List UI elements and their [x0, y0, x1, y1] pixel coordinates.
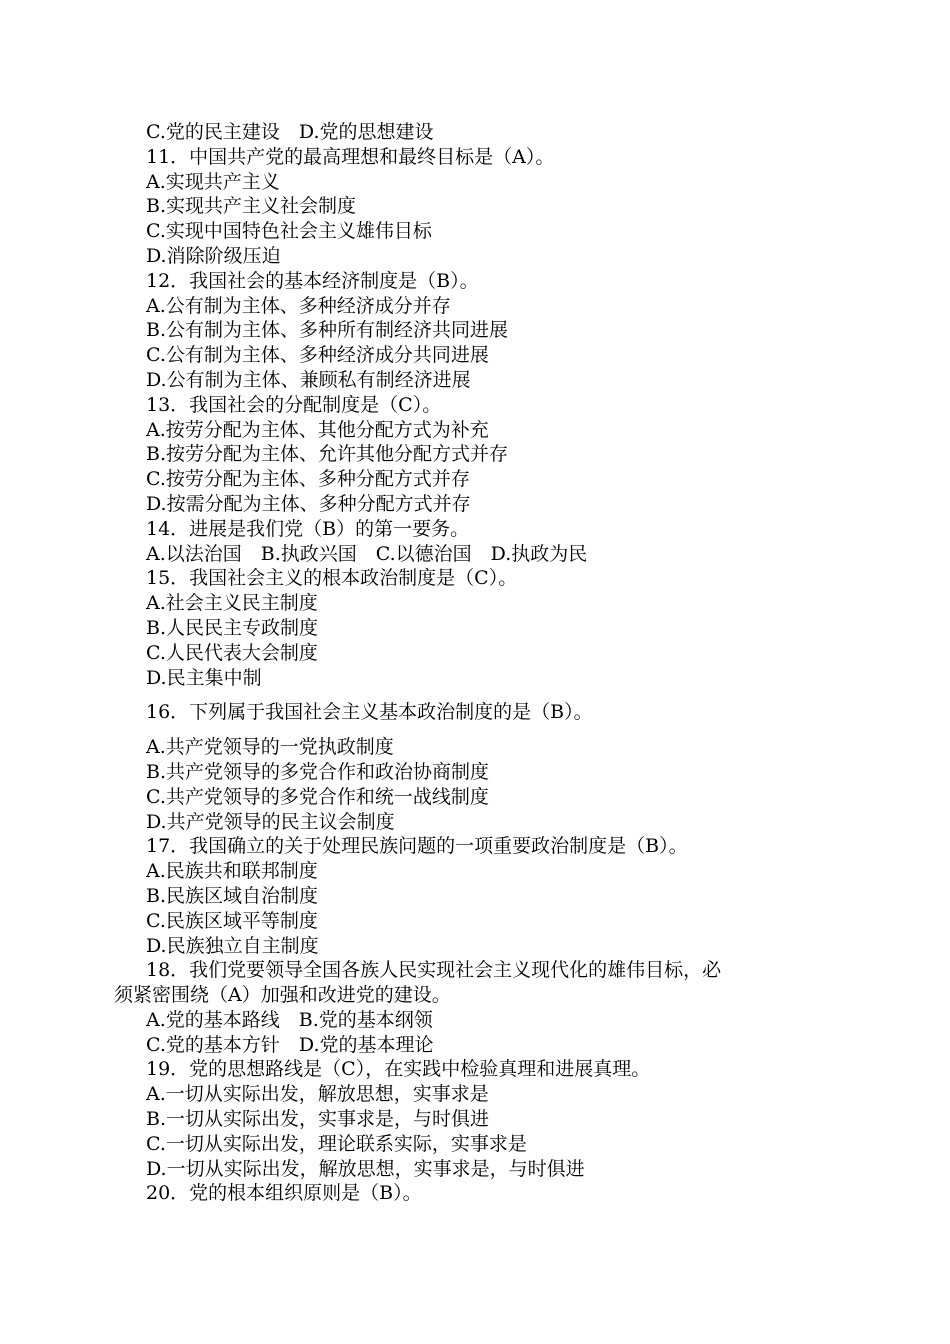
question-12: 12．我国社会的基本经济制度是（B）。	[146, 269, 479, 292]
option-line: C.民族区域平等制度	[146, 909, 318, 932]
question-13: 13．我国社会的分配制度是（C）。	[146, 393, 442, 416]
option-line: D.一切从实际出发，解放思想，实事求是，与时俱进	[146, 1157, 585, 1180]
option-line: D.公有制为主体、兼顾私有制经济进展	[146, 368, 471, 391]
option-line: B.实现共产主义社会制度	[146, 195, 357, 218]
option-line: A.公有制为主体、多种经济成分并存	[146, 294, 451, 317]
option-line: B.人民民主专政制度	[146, 616, 319, 639]
option-line: C.实现中国特色社会主义雄伟目标	[146, 220, 432, 243]
option-line: B.民族区域自治制度	[146, 884, 319, 907]
option-line: C.人民代表大会制度	[146, 641, 318, 664]
question-15: 15．我国社会主义的根本政治制度是（C）。	[146, 567, 518, 590]
option-line: A.党的基本路线 B.党的基本纲领	[146, 1008, 433, 1031]
document-page	[0, 120, 950, 1206]
option-line: A.共产党领导的一党执政制度	[146, 736, 394, 759]
option-line: A.一切从实际出发，解放思想，实事求是	[146, 1083, 489, 1106]
option-line: A.社会主义民主制度	[146, 592, 318, 615]
option-line: C.按劳分配为主体、多种分配方式并存	[146, 468, 470, 491]
question-14: 14．进展是我们党（B）的第一要务。	[146, 517, 470, 540]
option-line: D.共产党领导的民主议会制度	[146, 810, 395, 833]
option-line: C.共产党领导的多党合作和统一战线制度	[146, 785, 489, 808]
question-17: 17．我国确立的关于处理民族问题的一项重要政治制度是（B）。	[146, 835, 688, 858]
option-line: B.按劳分配为主体、允许其他分配方式并存	[146, 443, 509, 466]
option-line: D.民主集中制	[146, 666, 262, 689]
question-18: 18．我们党要领导全国各族人民实现社会主义现代化的雄伟目标，必	[146, 959, 722, 982]
option-line: D.按需分配为主体、多种分配方式并存	[146, 492, 471, 515]
option-line: C.一切从实际出发，理论联系实际，实事求是	[146, 1132, 527, 1155]
option-line: A.实现共产主义	[146, 170, 280, 193]
option-line: D.消除阶级压迫	[146, 244, 281, 267]
text-line: C.党的民主建设 D.党的思想建设	[146, 121, 434, 143]
option-line: D.民族独立自主制度	[146, 934, 319, 957]
question-19: 19．党的思想路线是（C），在实践中检验真理和进展真理。	[146, 1058, 651, 1081]
option-line: A.以法治国 B.执政兴国 C.以德治国 D.执政为民	[146, 542, 588, 565]
option-line: B.一切从实际出发，实事求是，与时俱进	[146, 1108, 490, 1131]
option-line: A.按劳分配为主体、其他分配方式为补充	[146, 418, 489, 441]
question-11: 11．中国共产党的最高理想和最终目标是（A）。	[146, 145, 555, 168]
option-line: A.民族共和联邦制度	[146, 860, 318, 883]
question-18-continuation: 须紧密围绕（A）加强和改进党的建设。	[114, 984, 451, 1007]
option-line: B.公有制为主体、多种所有制经济共同进展	[146, 319, 509, 342]
question-16: 16．下列属于我国社会主义基本政治制度的是（B）。	[146, 701, 593, 724]
option-line: B.共产党领导的多党合作和政治协商制度	[146, 760, 490, 783]
option-line: C.党的基本方针 D.党的基本理论	[146, 1033, 434, 1056]
option-line: C.公有制为主体、多种经济成分共同进展	[146, 344, 489, 367]
question-20: 20．党的根本组织原则是（B）。	[146, 1182, 422, 1205]
